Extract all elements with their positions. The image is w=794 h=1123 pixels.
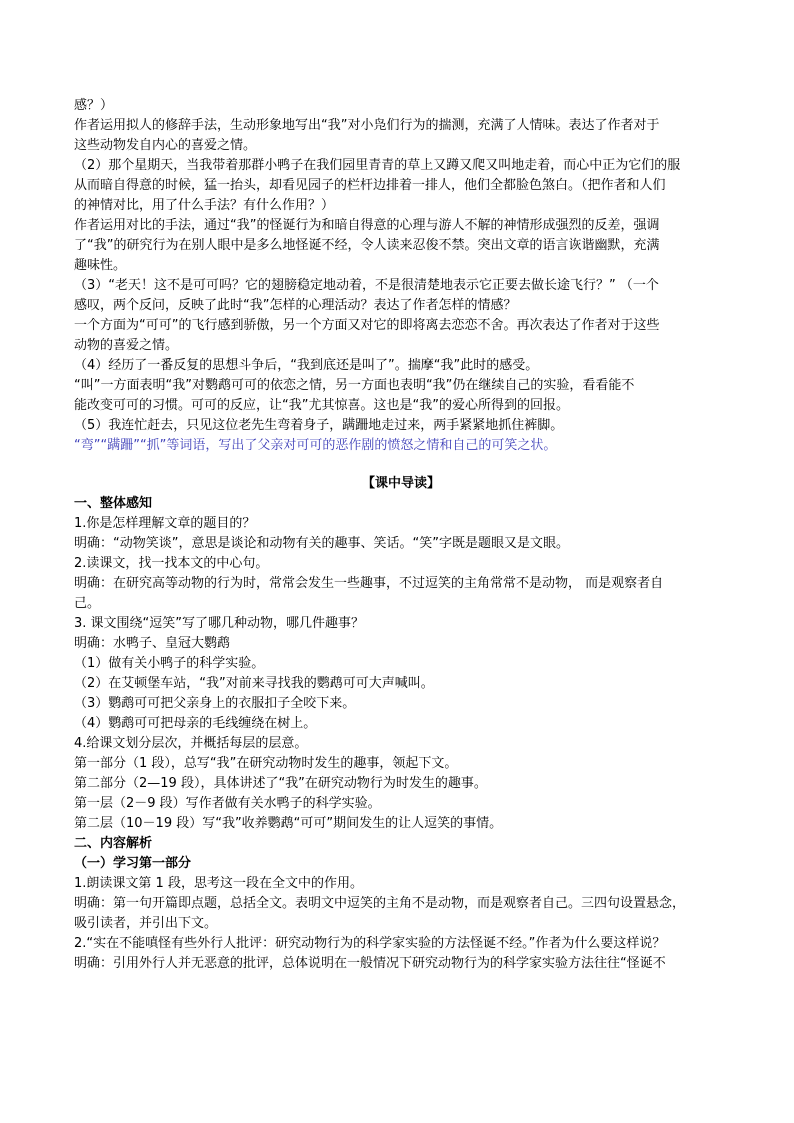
text-line: 己。 <box>74 596 101 611</box>
text-line: 第二部分（2—19 段），具体讲述了“我”在研究动物行为时发生的趣事。 <box>74 776 487 791</box>
text-line: 1.你是怎样理解文章的题目的？ <box>74 516 256 531</box>
text-line: “叫”一方面表明“我”对鹦鹉可可的依恋之情，另一方面也表明“我”仍在继续自己的实验，看看能不 <box>74 378 635 393</box>
text-line: 这些动物发自内心的喜爱之情。 <box>74 138 257 153</box>
text-line: 2.“实在不能嗔怪有些外行人批评：研究动物行为的科学家实验的方法怪诞不经。”作者为什么要这样说？ <box>74 936 666 951</box>
text-line: 第一部分（1 段），总写“我”在研究动物时发生的趣事，领起下文。 <box>74 756 458 771</box>
text-line: 二、内容解析 <box>74 836 153 851</box>
text-line: 明确：第一句开篇即点题，总括全文。表明文中逗笑的主角不是动物，而是观察者自己。三四句设置悬念， <box>74 896 686 911</box>
text-line: 动物的喜爱之情。 <box>74 338 179 353</box>
text-line: 了“我”的研究行为在别人眼中是多么地怪诞不经，令人读来忍俊不禁。突出文章的语言诙谐幽默，充满 <box>74 238 660 253</box>
text-line: （2）那个星期天，当我带着那群小鸭子在我们园里青青的草上又蹲又爬又叫地走着，而心中正为它们的服 <box>74 158 681 173</box>
text-line: （4）鹦鹉可可把母亲的毛线缠绕在树上。 <box>74 716 317 731</box>
reading-notes-section <box>74 96 728 456</box>
text-line: 3. 课文围绕“逗笑”写了哪几种动物，哪几件趣事？ <box>74 616 365 631</box>
text-line: （3）“老天！这不是可可吗？它的翅膀稳定地动着，不是很清楚地表示它正要去做长途飞行？” （一个 <box>74 278 659 293</box>
text-line: 感叹，两个反问，反映了此时“我”怎样的心理活动？表达了作者怎样的情感？ <box>74 298 517 313</box>
text-line: 第一层（2－9 段）写作者做有关水鸭子的科学实验。 <box>74 796 381 811</box>
text-line: 作者运用拟人的修辞手法，生动形象地写出“我”对小凫们行为的揣测，充满了人情味。表达了作者对于 <box>74 118 660 133</box>
text-line: 明确：在研究高等动物的行为时，常常会发生一些趣事，不过逗笑的主角常常不是动物， 而是观察者自 <box>74 576 664 591</box>
section-title: 【课中导读】 <box>361 476 440 491</box>
text-line: 一、整体感知 <box>74 496 153 511</box>
text-line: 明确：“动物笑谈”，意思是谈论和动物有关的趣事、笑话。“笑”字既是题眼又是文眼。 <box>74 536 569 551</box>
text-line: 明确：水鸭子、皇冠大鹦鹉 <box>74 636 231 651</box>
text-line: 2.读课文，找一找本文的中心句。 <box>74 556 269 571</box>
section-gap <box>74 456 728 474</box>
text-line: （2）在艾顿堡车站，“我”对前来寻找我的鹦鹉可可大声喊叫。 <box>74 676 434 691</box>
text-line: （4）经历了一番反复的思想斗争后，“我到底还是叫了”。揣摩“我”此时的感受。 <box>74 358 539 373</box>
text-line: 作者运用对比的手法，通过“我”的怪诞行为和暗自得意的心理与游人不解的神情形成强烈的反差，强调 <box>74 218 660 233</box>
text-line: 能改变可可的习惯。可可的反应，让“我”尤其惊喜。这也是“我”的爱心所得到的回报。 <box>74 398 569 413</box>
text-line: （1）做有关小鸭子的科学实验。 <box>74 656 265 671</box>
text-line: 吸引读者，并引出下文。 <box>74 916 218 931</box>
text-line: 明确：引用外行人并无恶意的批评，总体说明在一般情况下研究动物行为的科学家实验方法往往“怪诞不 <box>74 956 666 971</box>
text-line: 从而暗自得意的时候，猛一抬头，却看见园子的栏杆边排着一排人，他们全都脸色煞白。（把作者和人们 <box>74 178 666 193</box>
text-line: 1.朗读课文第 1 段，思考这一段在全文中的作用。 <box>74 876 363 891</box>
text-line: （一）学习第一部分 <box>74 856 192 871</box>
text-line: （5）我连忙赶去，只见这位老先生弯着身子，蹒跚地走过来，两手紧紧地抓住裤脚。 <box>74 418 564 433</box>
text-line: “弯”“蹒跚”“抓”等词语，写出了父亲对可可的恶作剧的愤怒之情和自己的可笑之状。 <box>74 438 557 453</box>
text-line: （3）鹦鹉可可把父亲身上的衣服扣子全咬下来。 <box>74 696 356 711</box>
guided-reading-section <box>74 494 728 974</box>
text-line: 的神情对比，用了什么手法？有什么作用？） <box>74 198 335 213</box>
text-line: 一个方面为“可可”的飞行感到骄傲，另一个方面又对它的即将离去恋恋不舍。再次表达了作者对于这些 <box>74 318 660 333</box>
text-line: 第二层（10－19 段）写“我”收养鹦鹉“可可”期间发生的让人逗笑的事情。 <box>74 816 503 831</box>
text-line: 感？） <box>74 98 114 113</box>
document-page <box>74 96 728 974</box>
text-line: 4.给课文划分层次，并概括每层的层意。 <box>74 736 308 751</box>
text-line: 趣味性。 <box>74 258 127 273</box>
